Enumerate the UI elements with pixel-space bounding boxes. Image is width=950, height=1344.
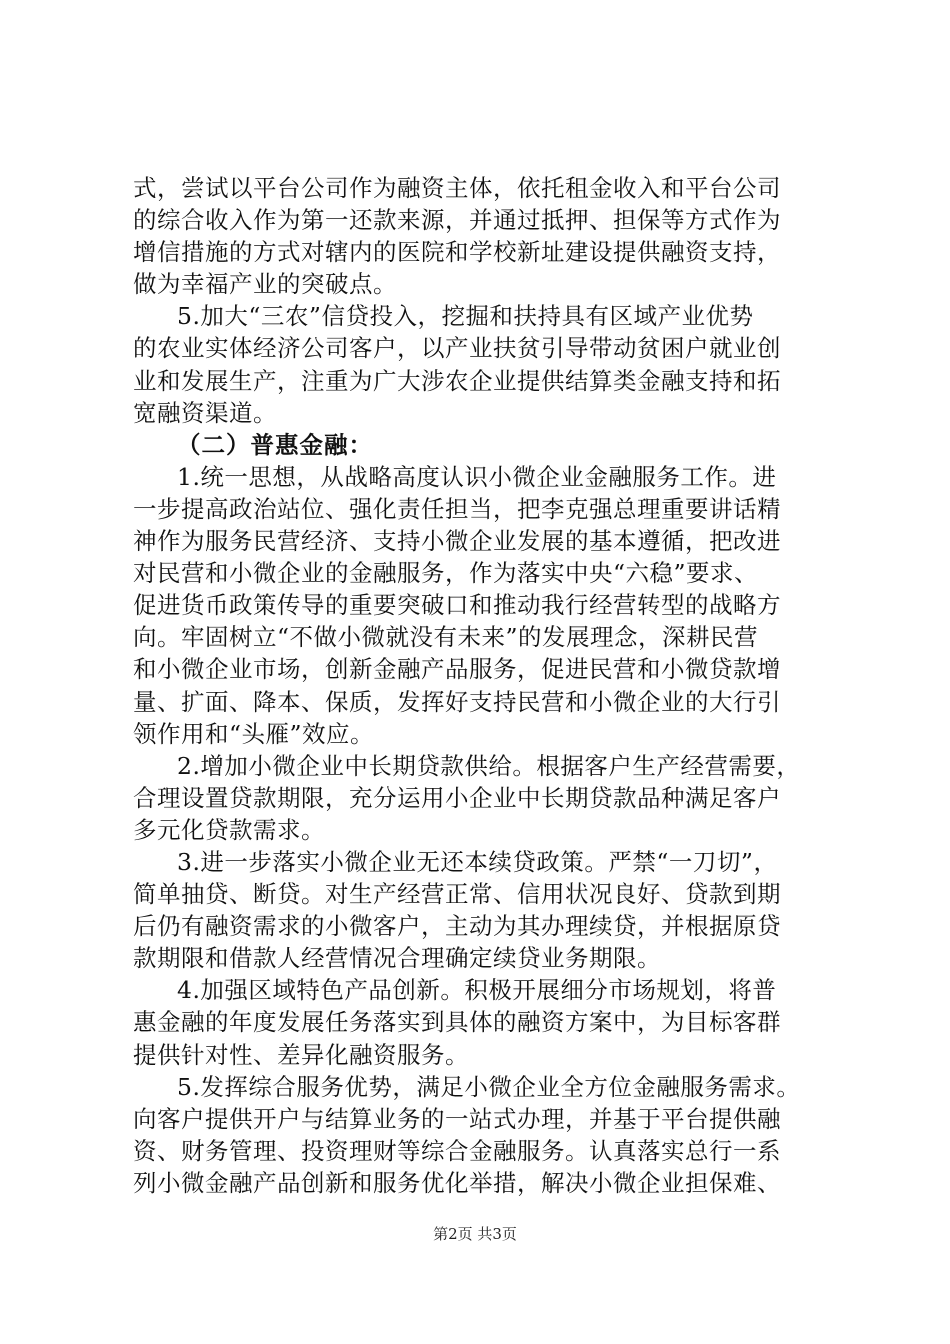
text-line: 向。牢固树立“不做小微就没有未来”的发展理念，深耕民营: [133, 623, 759, 652]
text-line: 领作用和“头雁”效应。: [133, 719, 375, 748]
text-line: 一步提高政治站位、强化责任担当，把李克强总理重要讲话精: [133, 494, 781, 523]
text-line: 5.加大“三农”信贷投入，挖掘和扶持具有区域产业优势: [177, 302, 754, 331]
text-line: 业和发展生产，注重为广大涉农企业提供结算类金融支持和拓: [133, 366, 781, 395]
text-line: 资、财务管理、投资理财等综合金融服务。认真落实总行一系: [133, 1136, 781, 1165]
text-line: 的农业实体经济公司客户，以产业扶贫引导带动贫困户就业创: [133, 334, 781, 363]
text-line: 式，尝试以平台公司作为融资主体，依托租金收入和平台公司: [133, 174, 781, 202]
text-line: 多元化贷款需求。: [133, 815, 325, 844]
text-line: 3.进一步落实小微企业无还本续贷政策。严禁“一刀切”，: [177, 847, 778, 876]
text-line: 惠金融的年度发展任务落实到具体的融资方案中，为目标客群: [133, 1008, 781, 1037]
text-line: 2.增加小微企业中长期贷款供给。根据客户生产经营需要，: [177, 751, 801, 780]
text-line: 的综合收入作为第一还款来源，并通过抵押、担保等方式作为: [133, 206, 781, 235]
text-line: 对民营和小微企业的金融服务，作为落实中央“六稳”要求、: [133, 559, 759, 588]
text-line: 提供针对性、差异化融资服务。: [133, 1040, 469, 1069]
text-line: 量、扩面、降本、保质，发挥好支持民营和小微企业的大行引: [133, 687, 781, 716]
page-footer: [0, 1224, 950, 1244]
document-body: [133, 172, 853, 1199]
text-line: 合理设置贷款期限，充分运用小企业中长期贷款品种满足客户: [133, 783, 781, 812]
text-line: 简单抽贷、断贷。对生产经营正常、信用状况良好、贷款到期: [133, 880, 781, 909]
text-line: 做为幸福产业的突破点。: [133, 270, 397, 299]
text-line: 列小微金融产品创新和服务优化举措，解决小微企业担保难、: [133, 1168, 781, 1197]
page-number: 第2页 共3页: [433, 1225, 517, 1243]
text-line: 促进货币政策传导的重要突破口和推动我行经营转型的战略方: [133, 591, 781, 620]
text-line: 宽融资渠道。: [133, 398, 277, 427]
text-line: 5.发挥综合服务优势，满足小微企业全方位金融服务需求。: [177, 1072, 801, 1101]
text-line: 款期限和借款人经营情况合理确定续贷业务期限。: [133, 944, 661, 973]
text-line: 1.统一思想，从战略高度认识小微企业金融服务工作。进: [177, 462, 777, 491]
text-line: 神作为服务民营经济、支持小微企业发展的基本遵循，把改进: [133, 527, 781, 556]
text-line: 4.加强区域特色产品创新。积极开展细分市场规划，将普: [177, 976, 777, 1005]
text-line: 向客户提供开户与结算业务的一站式办理，并基于平台提供融: [133, 1104, 781, 1133]
text-line: 增信措施的方式对辖内的医院和学校新址建设提供融资支持，: [133, 238, 781, 267]
text-line: 和小微企业市场，创新金融产品服务，促进民营和小微贷款增: [133, 655, 781, 684]
section-heading: （二）普惠金融：: [177, 430, 373, 459]
text-line: 后仍有融资需求的小微客户，主动为其办理续贷，并根据原贷: [133, 912, 781, 941]
